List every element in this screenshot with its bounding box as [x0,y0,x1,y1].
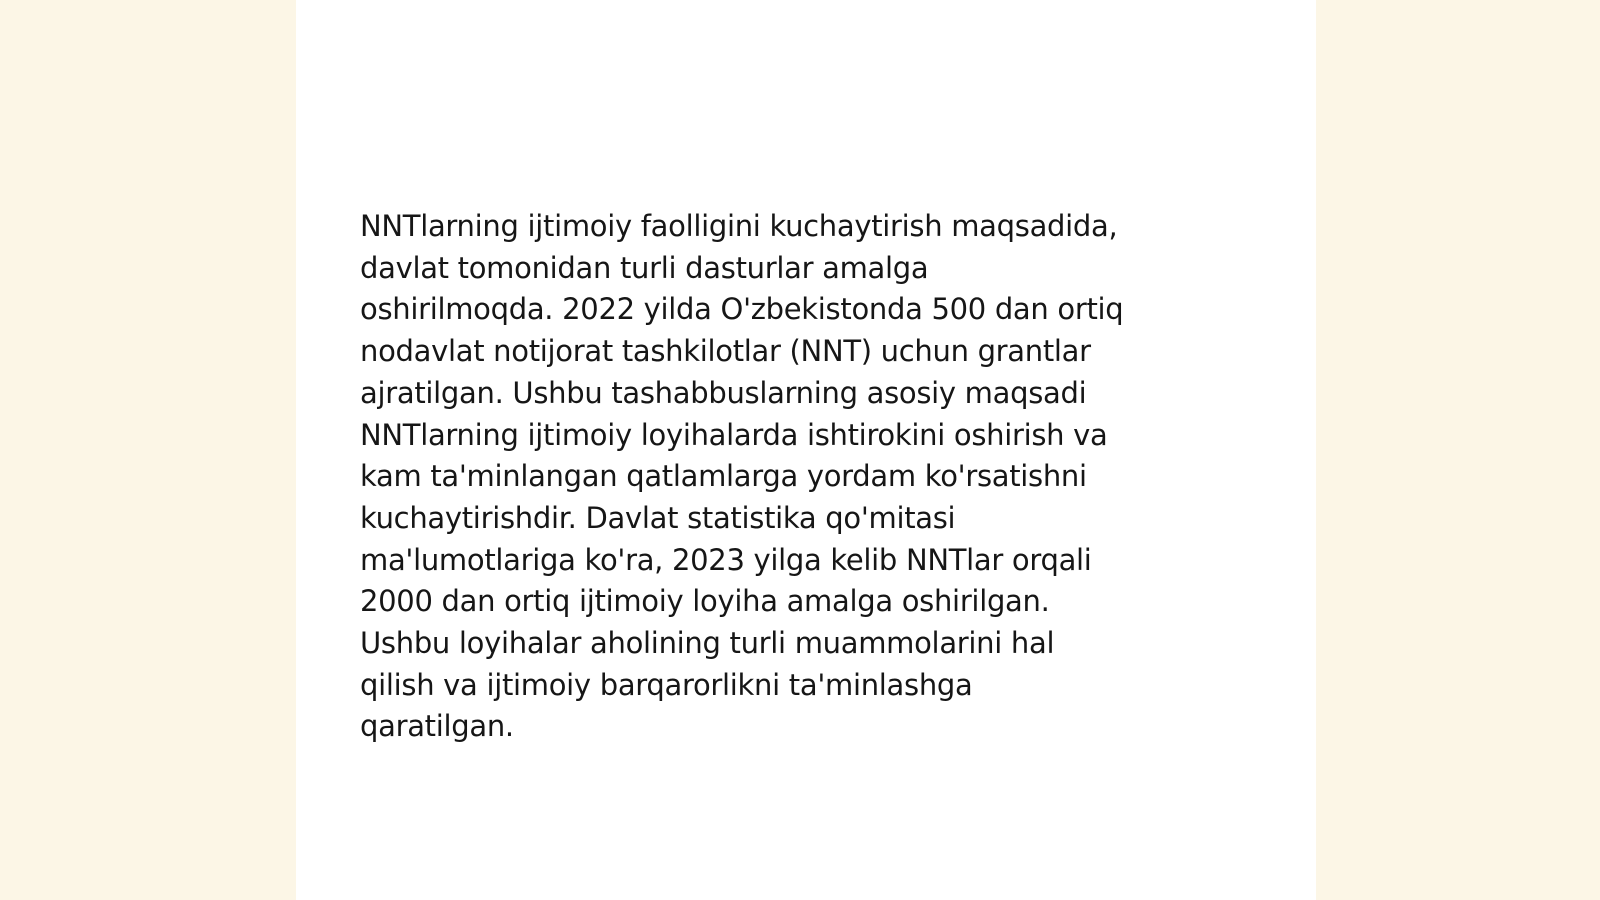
paragraph-line-3: oshirilmoqda. 2022 yilda O'zbekistonda 500 dan ortiq [360,292,1124,327]
paragraph-line-8: kuchaytirishdir. Davlat statistika qo'mitasi [360,500,956,535]
paragraph-line-2: davlat tomonidan turli dasturlar amalga [360,250,929,285]
paragraph-line-6: NNTlarning ijtimoiy loyihalarda ishtirokini oshirish va [360,417,1108,452]
paragraph-line-7: kam ta'minlangan qatlamlarga yordam ko'rsatishni [360,459,1087,494]
paragraph-line-12: qilish va ijtimoiy barqarorlikni ta'minlashga [360,667,973,702]
paragraph-line-4: nodavlat notijorat tashkilotlar (NNT) uchun grantlar [360,334,1091,369]
paragraph-line-13: qaratilgan. [360,709,514,744]
paragraph-line-10: 2000 dan ortiq ijtimoiy loyiha amalga oshirilgan. [360,584,1050,619]
document-page [296,0,1316,900]
paragraph-line-11: Ushbu loyihalar aholining turli muammolarini hal [360,626,1055,661]
paragraph-line-9: ma'lumotlariga ko'ra, 2023 yilga kelib NNTlar orqali [360,542,1092,577]
paragraph-line-5: ajratilgan. Ushbu tashabbuslarning asosiy maqsadi [360,375,1087,410]
paragraph-line-1: NNTlarning ijtimoiy faolligini kuchaytirish maqsadida, [360,209,1118,243]
body-paragraph [360,206,1240,748]
